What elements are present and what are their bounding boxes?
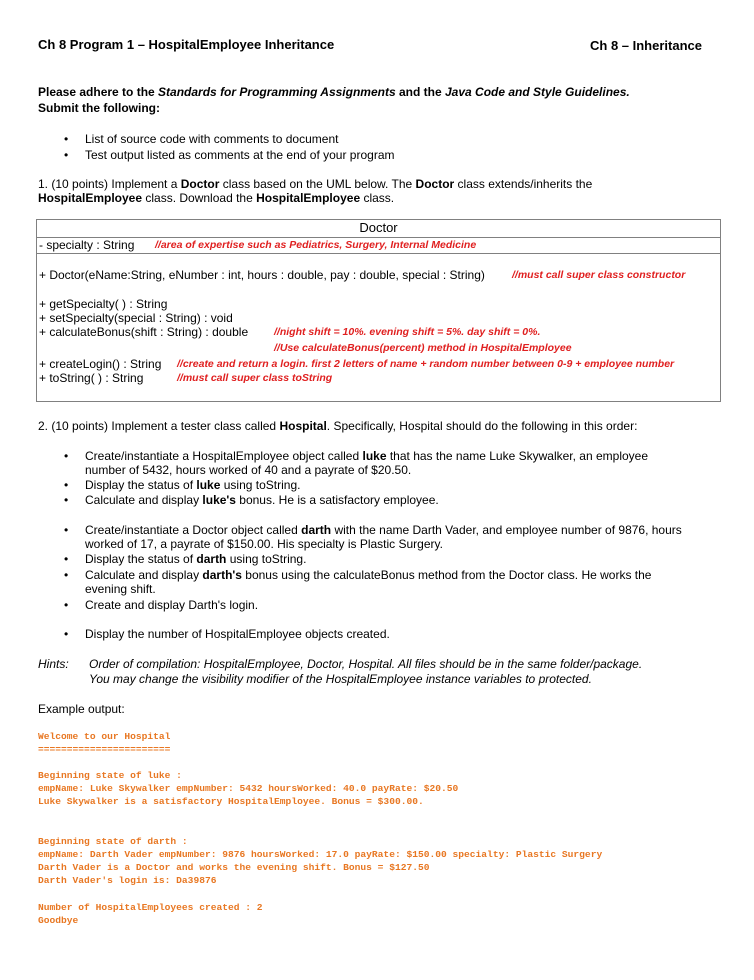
uml-tostring-note: //must call super class toString [177,372,333,384]
step2-luke: luke [196,478,221,492]
uml-divider-2 [37,253,720,254]
step4-darth: darth [301,523,332,537]
step1-luke: luke [362,449,387,463]
part2-heading [38,419,637,433]
step-display-darth [85,552,306,566]
output-line-goodbye: Goodbye [38,915,79,926]
output-line-luke-info: empName: Luke Skywalker empNumber: 5432 hoursWorked: 40.0 payRate: $20.50 [38,783,459,794]
doctor-class-ref: Doctor [180,177,220,191]
step-darth-bonus [85,568,651,582]
step-employee-count: • Display the number of HospitalEmployee objects created. [85,627,390,641]
part1-text-a: 1. (10 points) Implement a [38,177,181,191]
uml-method-tostring: + toString( ) : String [39,371,144,385]
step5-text-a: Display the status of [85,552,197,566]
intro-line [38,85,630,99]
output-line-darth-bonus: Darth Vader is a Doctor and works the evening shift. Bonus = $127.50 [38,862,430,873]
uml-attribute-note: //area of expertise such as Pediatrics, Surgery, Internal Medicine [155,239,477,251]
step2-text-a: Display the status of [85,478,197,492]
uml-constructor-note: //must call super class constructor [512,269,686,281]
step4-text-a: Create/instantiate a Doctor object called [85,523,302,537]
uml-class-name: Doctor [359,220,398,235]
hints-line-2: You may change the visibility modifier of the HospitalEmployee instance variables to protected. [89,672,592,686]
step3-lukes: luke's [202,493,236,507]
step2-text-c: using toString. [220,478,301,492]
submit-item-source: • List of source code with comments to document [85,132,338,146]
intro-pre: Please adhere to the [38,85,159,99]
hints-label: Hints: [38,657,69,671]
part2-text-c: . Specifically, Hospital should do the following in this order: [326,419,638,433]
uml-method-setspecialty: + setSpecialty(special : String) : void [39,311,233,325]
step-create-darth-cont: worked of 17, a payrate of $150.00. His specialty is Plastic Surgery. [85,537,443,551]
uml-method-createlogin: + createLogin() : String [39,357,162,371]
submit-heading: Submit the following: [38,101,160,115]
uml-calculatebonus-note-2: //Use calculateBonus(percent) method in HospitalEmployee [274,342,572,354]
uml-method-calculatebonus: + calculateBonus(shift : String) : double [39,325,249,339]
hospital-employee-ref: HospitalEmployee [38,191,143,205]
page-title: Ch 8 Program 1 – HospitalEmployee Inheritance [38,37,335,52]
step3-text-a: Calculate and display [85,493,203,507]
uml-calculatebonus-note-1: //night shift = 10%. evening shift = 5%. day shift = 0%. [274,326,541,338]
step5-text-c: using toString. [226,552,307,566]
step1-text-a: Create/instantiate a HospitalEmployee object called [85,449,363,463]
submit-item-output: • Test output listed as comments at the end of your program [85,148,395,162]
style-guide-title: Java Code and Style Guidelines. [445,85,630,99]
uml-diagram [36,219,721,402]
uml-attribute: - specialty : String [39,238,135,252]
step6-text-c: bonus using the calculateBonus method from the Doctor class. He works the [241,568,652,582]
step6-darths: darth's [202,568,242,582]
output-line-count: Number of HospitalEmployees created : 2 [38,902,263,913]
step-create-darth [85,523,682,537]
hints-line-1: Order of compilation: HospitalEmployee, Doctor, Hospital. All files should be in the same folder/package. [89,657,643,671]
step-darth-bonus-cont: evening shift. [85,582,156,596]
doctor-class-ref-2: Doctor [415,177,455,191]
part2-text-a: 2. (10 points) Implement a tester class called [38,419,280,433]
step4-text-c: with the name Darth Vader, and employee number of 9876, hours [331,523,682,537]
output-line-darth-info: empName: Darth Vader empNumber: 9876 hoursWorked: 17.0 payRate: $150.00 specialty: Plastic Surgery [38,849,603,860]
step6-text-a: Calculate and display [85,568,203,582]
step1-text-c: that has the name Luke Skywalker, an employee [386,449,649,463]
step5-darth: darth [196,552,227,566]
step-darth-login: • Create and display Darth's login. [85,598,258,612]
part1-line1 [38,177,592,191]
part1-text-e: class extends/inherits the [454,177,593,191]
chapter-label: Ch 8 – Inheritance [590,38,702,53]
output-line-darth-login: Darth Vader's login is: Da39876 [38,875,217,886]
step3-text-c: bonus. He is a satisfactory employee. [235,493,439,507]
intro-mid: and the [395,85,445,99]
output-line-luke-state: Beginning state of luke : [38,770,182,781]
output-line-luke-bonus: Luke Skywalker is a satisfactory HospitalEmployee. Bonus = $300.00. [38,796,424,807]
part1-line2 [38,191,394,205]
step-create-luke [85,449,648,463]
hospital-class-ref: Hospital [279,419,327,433]
example-output-label: Example output: [38,702,125,716]
standards-doc-title: Standards for Programming Assignments [158,85,396,99]
part1-text-c: class based on the UML below. The [219,177,416,191]
output-line-rule: ======================= [38,744,171,755]
output-line-darth-state: Beginning state of darth : [38,836,188,847]
output-line-welcome: Welcome to our Hospital [38,731,171,742]
part1-text-i: class. [360,191,395,205]
uml-divider-1 [37,237,720,238]
uml-constructor: + Doctor(eName:String, eNumber : int, hours : double, pay : double, special : String) [39,268,485,282]
part1-text-g: class. Download the [142,191,257,205]
hospital-employee-ref-2: HospitalEmployee [256,191,361,205]
uml-createlogin-note: //create and return a login. first 2 letters of name + random number between 0-9 + employee number [177,358,675,370]
step-display-luke [85,478,300,492]
step-create-luke-cont: number of 5432, hours worked of 40 and a payrate of $20.50. [85,463,412,477]
step-luke-bonus [85,493,439,507]
uml-method-getspecialty: + getSpecialty( ) : String [39,297,168,311]
